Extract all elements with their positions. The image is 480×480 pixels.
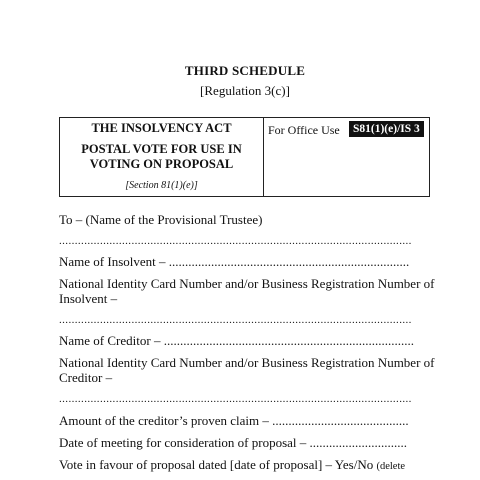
schedule-regulation: [Regulation 3(c)] xyxy=(200,83,290,98)
meeting-date-field[interactable]: Date of meeting for consideration of proposal – .............................. xyxy=(59,435,408,450)
to-trustee-field[interactable]: ................................................................................................................ xyxy=(59,235,412,247)
vote-note: (delete xyxy=(376,461,406,472)
creditor-id-field[interactable]: ................................................................................................................ xyxy=(59,393,412,405)
vote-line[interactable] xyxy=(59,457,435,474)
form-header-box xyxy=(59,117,430,197)
insolvent-name-field[interactable]: Name of Insolvent – .......................................................................... xyxy=(59,254,410,269)
vote-text: Vote in favour of proposal dated [date of proposal] – Yes/No xyxy=(59,457,374,472)
form-title: POSTAL VOTE FOR USE IN VOTING ON PROPOSAL xyxy=(81,142,242,171)
insolvent-id-field[interactable]: ................................................................................................................ xyxy=(59,314,412,326)
schedule-title: THIRD SCHEDULE xyxy=(184,63,306,78)
proven-claim-field[interactable]: Amount of the creditor’s proven claim – .......................................... xyxy=(59,413,409,428)
form-title-cell xyxy=(60,118,264,196)
creditor-name-field[interactable]: Name of Creditor – ............................................................................. xyxy=(59,333,414,348)
to-trustee-label: To – (Name of the Provisional Trustee) xyxy=(59,212,263,227)
act-title: THE INSOLVENCY ACT xyxy=(91,121,232,135)
section-reference: [Section 81(1)(e)] xyxy=(125,180,198,191)
office-use-label: For Office Use xyxy=(268,123,340,137)
form-code-badge: S81(1)(e)/IS 3 xyxy=(349,121,424,137)
insolvent-id-label: National Identity Card Number and/or Business Registration Number of Insolvent – xyxy=(59,276,435,306)
creditor-id-label: National Identity Card Number and/or Business Registration Number of Creditor – xyxy=(59,355,435,385)
